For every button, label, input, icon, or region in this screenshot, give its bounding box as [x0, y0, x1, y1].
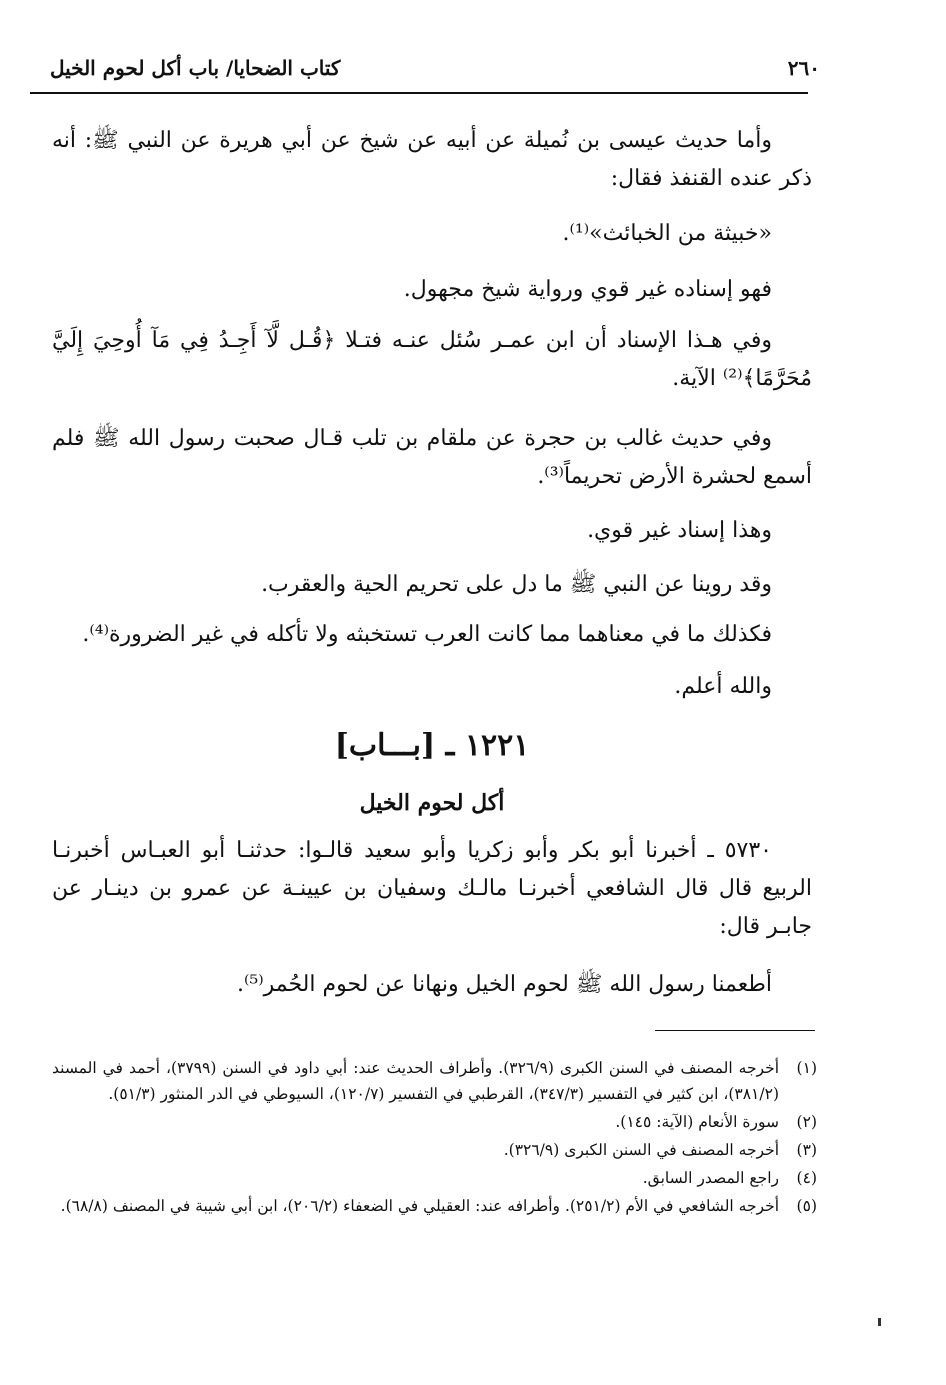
footnote-number: (٣) — [796, 1141, 817, 1159]
footnote-text: أخرجه المصنف في السنن الكبرى (٣٢٦/٩). — [503, 1141, 779, 1159]
paragraph-isa-hadith: وأما حديث عيسى بن نُميلة عن أبيه عن شيخ عن أبي هريرة عن النبي ﷺ: أنه ذكر عنده القنفذ فقال: — [52, 128, 812, 191]
footnote-number: (١) — [796, 1059, 817, 1077]
footnote-3 — [52, 1137, 817, 1163]
footnote-1 — [52, 1055, 817, 1107]
footnote-text: أخرجه الشافعي في الأم (٢٥١/٢). وأطرافه عند: العقيلي في الضعفاء (٢٠٦/٢)، ابن أبي شيبة في المصنف (٦٨/٨). — [60, 1197, 779, 1215]
footnote-4 — [52, 1165, 817, 1191]
scan-mark — [878, 1318, 881, 1326]
paragraph-isnad-weak: فهو إسناده غير قوي ورواية شيخ مجهول. — [403, 277, 772, 302]
header-rule — [30, 92, 808, 94]
footnote-2 — [52, 1109, 817, 1135]
footnote-text: راجع المصدر السابق. — [642, 1169, 779, 1187]
footnote-text: أخرجه المصنف في السنن الكبرى (٣٢٦/٩). وأطراف الحديث عند: أبي داود في السنن (٣٧٩٩)، أحمد في المسند (٣٨١/٢)، ابن كثير في التفسير (٣٤٧/٣)، القرطبي في التفسير (١٢٠/٧)، السيوطي في الدر المنثور (٥١/٣). — [52, 1059, 780, 1103]
paragraph-quote: «خبيثة من الخبائث»⁽¹⁾. — [562, 221, 772, 246]
chapter-title: أكل لحوم الخيل — [359, 790, 505, 816]
footnote-rule — [655, 1030, 815, 1031]
page-number: ٢٦٠ — [787, 56, 820, 80]
paragraph-ghalib-hadith: وفي حديث غالب بن حجرة عن ملقام بن تلب قـال صحبت رسول الله ﷺ فلم أسمع لحشرة الأرض تحريماً⁽³⁾. — [52, 426, 812, 489]
paragraph-isnad-not-strong: وهذا إسناد غير قوي. — [587, 518, 772, 543]
running-header — [50, 50, 820, 90]
footnotes — [52, 1055, 817, 1221]
paragraph-horse-meat: أطعمنا رسول الله ﷺ لحوم الخيل ونهانا عن لحوم الحُمر⁽⁵⁾. — [236, 972, 772, 997]
paragraph-likewise: فكذلك ما في معناهما مما كانت العرب تستخبثه ولا تأكله في غير الضرورة⁽⁴⁾. — [82, 622, 772, 647]
paragraph-snake-scorpion: وقد روينا عن النبي ﷺ ما دل على تحريم الحية والعقرب. — [261, 572, 772, 597]
paragraph-ibn-umar: وفي هـذا الإسناد أن ابن عمـر سُئل عنـه فتـلا ﴿قُـل لَّآ أَجِـدُ فِي مَآ أُوحِيَ إِلَيَّ مُحَرَّمًا﴾⁽²⁾ الآية. — [52, 328, 812, 391]
footnote-number: (٤) — [796, 1169, 817, 1187]
running-title: كتاب الضحايا/ باب أكل لحوم الخيل — [50, 56, 341, 80]
footnote-text: سورة الأنعام (الآية: ١٤٥). — [615, 1113, 779, 1131]
chapter-heading: ١٢٢١ ـ [بـــاب] — [334, 728, 530, 763]
footnote-5 — [52, 1193, 817, 1219]
paragraph-hadith-5730: ٥٧٣٠ ـ أخبرنا أبو بكر وأبو زكريا وأبو سعيد قالـوا: حدثنـا أبو العبـاس أخبرنـا الربيع قال قال الشافعي أخبرنـا مالـك وسفيان بن عيينـة عن عمرو بن دينـار عن جابـر قال: — [52, 838, 812, 939]
footnote-number: (٢) — [796, 1113, 817, 1131]
paragraph-allah-knows: والله أعلم. — [674, 674, 772, 699]
footnote-number: (٥) — [796, 1197, 817, 1215]
